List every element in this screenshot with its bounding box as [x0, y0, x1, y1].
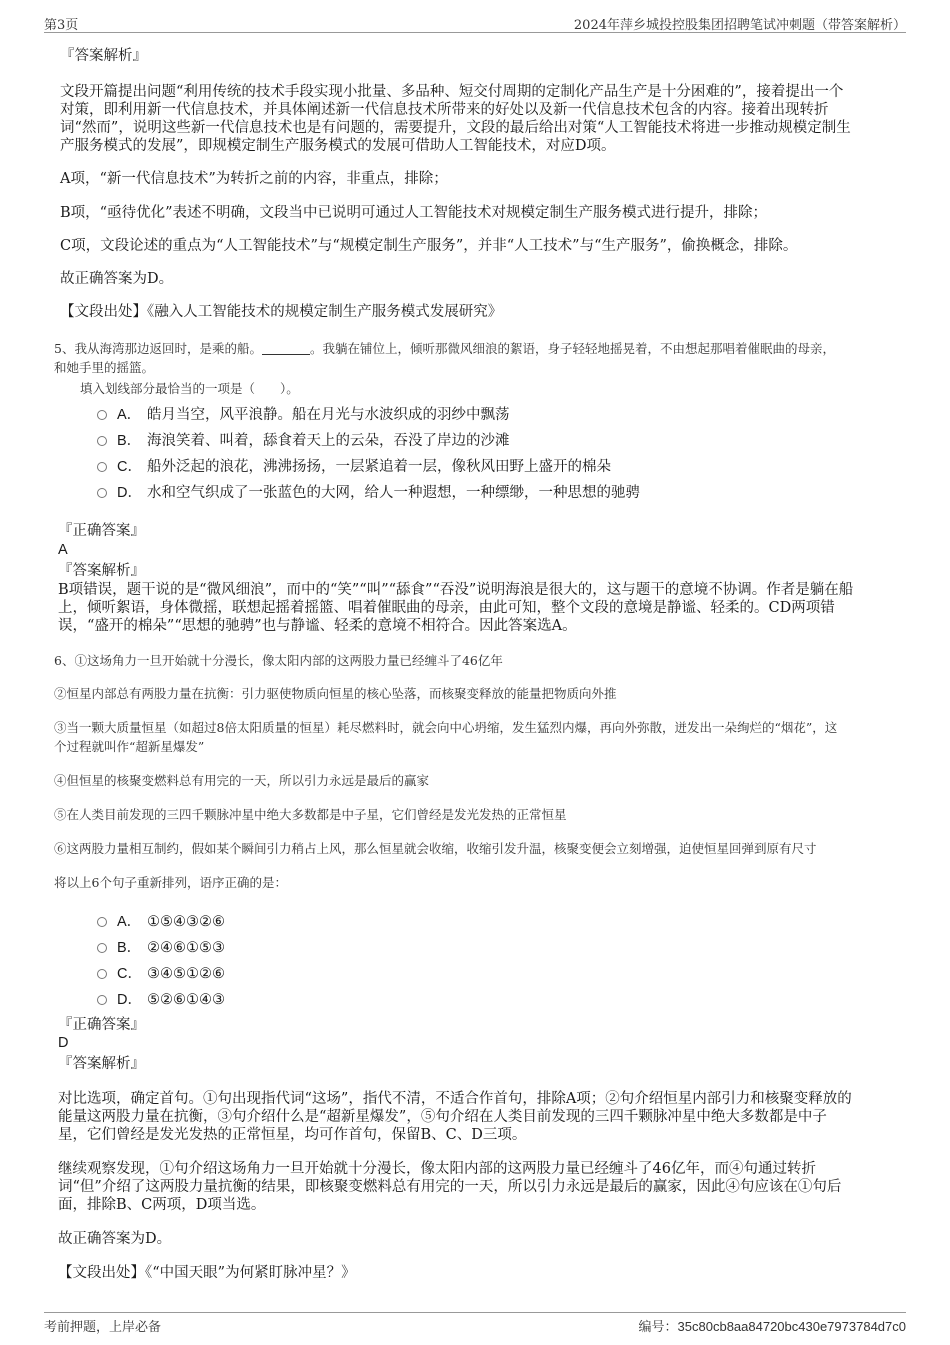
q6-option-c[interactable]: C． ③④⑤①②⑥: [97, 962, 225, 983]
q6-source-label: 【文段出处】: [58, 1265, 145, 1281]
q6-sentence-3-cont: 个过程就叫作“超新星爆发”: [54, 739, 205, 754]
q5-stem-line2: 和她手里的摇篮。: [54, 360, 155, 375]
q6-para1-line: 对比选项，确定首句。①句出现指代词“这场”，指代不清，不适合作首句，排除A项；②句介绍恒星内部引力和核聚变释放的: [58, 1091, 852, 1107]
radio-icon[interactable]: [97, 917, 107, 927]
q6-sentence-3: ③当一颗大质量恒星（如超过8倍太阳质量的恒星）耗尽燃料时，就会向中心坍缩，发生猛烈内爆，再向外弥散，迸发出一朵绚烂的“烟花”，这: [54, 720, 838, 735]
radio-icon[interactable]: [97, 462, 107, 472]
radio-icon[interactable]: [97, 995, 107, 1005]
q5-option-a[interactable]: A． 皓月当空，风平浪静。船在月光与水波织成的羽纱中飘荡: [97, 403, 510, 424]
q6-sentence-1: 6、①这场角力一旦开始就十分漫长，像太阳内部的这两股力量已经缠斗了46亿年: [54, 653, 503, 668]
radio-icon[interactable]: [97, 943, 107, 953]
q6-para1-line: 星，它们曾经是发光发热的正常恒星，均可作首句，保留B、C、D三项。: [58, 1127, 527, 1143]
q5-analysis-line: B项错误，题干说的是“微风细浪”，而中的“笑”“叫”“舔食”“吞没”说明海浪是很大的，这与题干的意境不协调。作者是躺在船: [58, 582, 854, 598]
q5-option-d[interactable]: D． 水和空气织成了一张蓝色的大网，给人一种遐想，一种缥缈，一种思想的驰骋: [97, 481, 640, 502]
q6-sentence-4: ④但恒星的核聚变燃料总有用完的一天，所以引力永远是最后的赢家: [54, 773, 430, 788]
q6-sentence-6: ⑥这两股力量相互制约，假如某个瞬间引力稍占上风，那么恒星就会收缩，收缩引发升温，核聚变便会立刻增强，迫使恒星回弹到原有尺寸: [54, 841, 817, 856]
q5-analysis-line: 误，“盛开的棉朵”“思想的驰骋”也与静谧、轻柔的意境不相符合。因此答案选A。: [58, 618, 577, 634]
q4-source-text: 《融入人工智能技术的规模定制生产服务模式发展研究》: [147, 304, 503, 320]
q5-stem-line1: [54, 341, 835, 357]
q6-sentence-5: ⑤在人类目前发现的三四千颗脉冲星中绝大多数都是中子星，它们曾经是发光发热的正常恒星: [54, 807, 567, 822]
footer-slogan: 考前押题，上岸必备: [44, 1320, 162, 1335]
q4-option-c-analysis: C项，文段论述的重点为“人工智能技术”与“规模定制生产服务”，并非“人工技术”与“生产服务”，偷换概念，排除。: [60, 238, 798, 254]
q5-option-c[interactable]: C． 船外泛起的浪花，沸沸扬扬，一层紧追着一层，像秋风田野上盛开的棉朵: [97, 455, 611, 476]
radio-icon[interactable]: [97, 488, 107, 498]
q6-option-a[interactable]: A． ①⑤④③②⑥: [97, 910, 225, 931]
q6-sentence-2: ②恒星内部总有两股力量在抗衡：引力驱使物质向恒星的核心坠落，而核聚变释放的能量把物质向外推: [54, 686, 617, 701]
q4-para1-line: 词“然而”，说明这些新一代信息技术也是有问题的，需要提升，文段的最后给出对策“人工智能技术将进一步推动规模定制生: [60, 120, 851, 136]
q4-option-a-analysis: A项，“新一代信息技术”为转折之前的内容，非重点，排除；: [60, 171, 448, 187]
q6-answer-label: 『正确答案』: [58, 1017, 145, 1033]
q5-answer-label: 『正确答案』: [58, 523, 145, 539]
page-footer: [44, 1312, 906, 1333]
q4-para1-line: 产服务模式的发展”，即规模定制生产服务模式的发展可借助人工智能技术，对应D项。: [60, 138, 616, 154]
q6-answer: D: [58, 1035, 69, 1051]
q6-source: [58, 1264, 356, 1282]
page-header: [44, 12, 906, 33]
radio-icon[interactable]: [97, 410, 107, 420]
q4-para1-line: 文段开篇提出问题“利用传统的技术手段实现小批量、多品种、短交付周期的定制化产品生产是十分困难的”，接着提出一个: [60, 84, 844, 100]
q6-para1-line: 能量这两股力量在抗衡，③句介绍什么是“超新星爆发”，⑤句介绍在人类目前发现的三四千颗脉冲星中绝大多数都是中子: [58, 1109, 827, 1125]
q5-analysis-line: 上，倾听絮语，身体微摇，联想起摇着摇篮、唱着催眠曲的母亲，由此可知，整个文段的意境是静谧、轻柔的。CD两项错: [58, 600, 835, 616]
q4-source-label: 【文段出处】: [60, 304, 147, 320]
q6-para2-line: 面，排除B、C两项，D项当选。: [58, 1197, 266, 1213]
q5-answer: A: [58, 542, 68, 558]
radio-icon[interactable]: [97, 969, 107, 979]
radio-icon[interactable]: [97, 436, 107, 446]
q4-para1-line: 对策，即利用新一代信息技术，并具体阐述新一代信息技术所带来的好处以及新一代信息技术包含的内容。接着出现转折: [60, 102, 829, 118]
q5-blank: [262, 342, 310, 355]
q5-analysis-label: 『答案解析』: [58, 563, 145, 579]
q6-analysis-label: 『答案解析』: [58, 1056, 145, 1072]
q6-source-text: 《“中国天眼”为何紧盯脉冲星？》: [145, 1265, 356, 1281]
q6-option-d[interactable]: D． ⑤②⑥①④③: [97, 988, 225, 1009]
q5-stem-pre: 5、我从海湾那边返回时，是乘的船。: [54, 341, 262, 356]
q4-conclusion: 故正确答案为D。: [60, 271, 174, 287]
q5-option-b[interactable]: B． 海浪笑着、叫着，舔食着天上的云朵，吞没了岸边的沙滩: [97, 429, 510, 450]
q6-option-b[interactable]: B． ②④⑥①⑤③: [97, 936, 225, 957]
document-code: 编号：35c80cb8aa84720bc430e7973784d7c0: [638, 1319, 906, 1334]
q6-para2-line: 词“但”介绍了这两股力量抗衡的结果，即核聚变燃料总有用完的一天，所以引力永远是最后的赢家，因此④句应该在①句后: [58, 1179, 842, 1195]
q6-para2-line: 继续观察发现，①句介绍这场角力一旦开始就十分漫长，像太阳内部的这两股力量已经缠斗了46亿年，而④句通过转折: [58, 1161, 816, 1177]
q4-option-b-analysis: B项，“亟待优化”表述不明确，文段当中已说明可通过人工智能技术对规模定制生产服务模式进行提升，排除；: [60, 205, 767, 221]
document-title: 2024年萍乡城投控股集团招聘笔试冲刺题（带答案解析）: [573, 18, 906, 33]
q5-stem-post: 。我躺在铺位上，倾听那微风细浪的絮语，身子轻轻地摇晃着，不由想起那唱着催眠曲的母亲，: [309, 341, 835, 356]
q5-prompt: 填入划线部分最恰当的一项是（ ）。: [80, 381, 299, 396]
q6-conclusion: 故正确答案为D。: [58, 1231, 172, 1247]
q6-prompt: 将以上6个句子重新排列，语序正确的是：: [54, 875, 287, 890]
page-number: 第3页: [44, 18, 79, 33]
q4-source: [60, 303, 502, 321]
q4-analysis-label: 『答案解析』: [60, 48, 147, 64]
